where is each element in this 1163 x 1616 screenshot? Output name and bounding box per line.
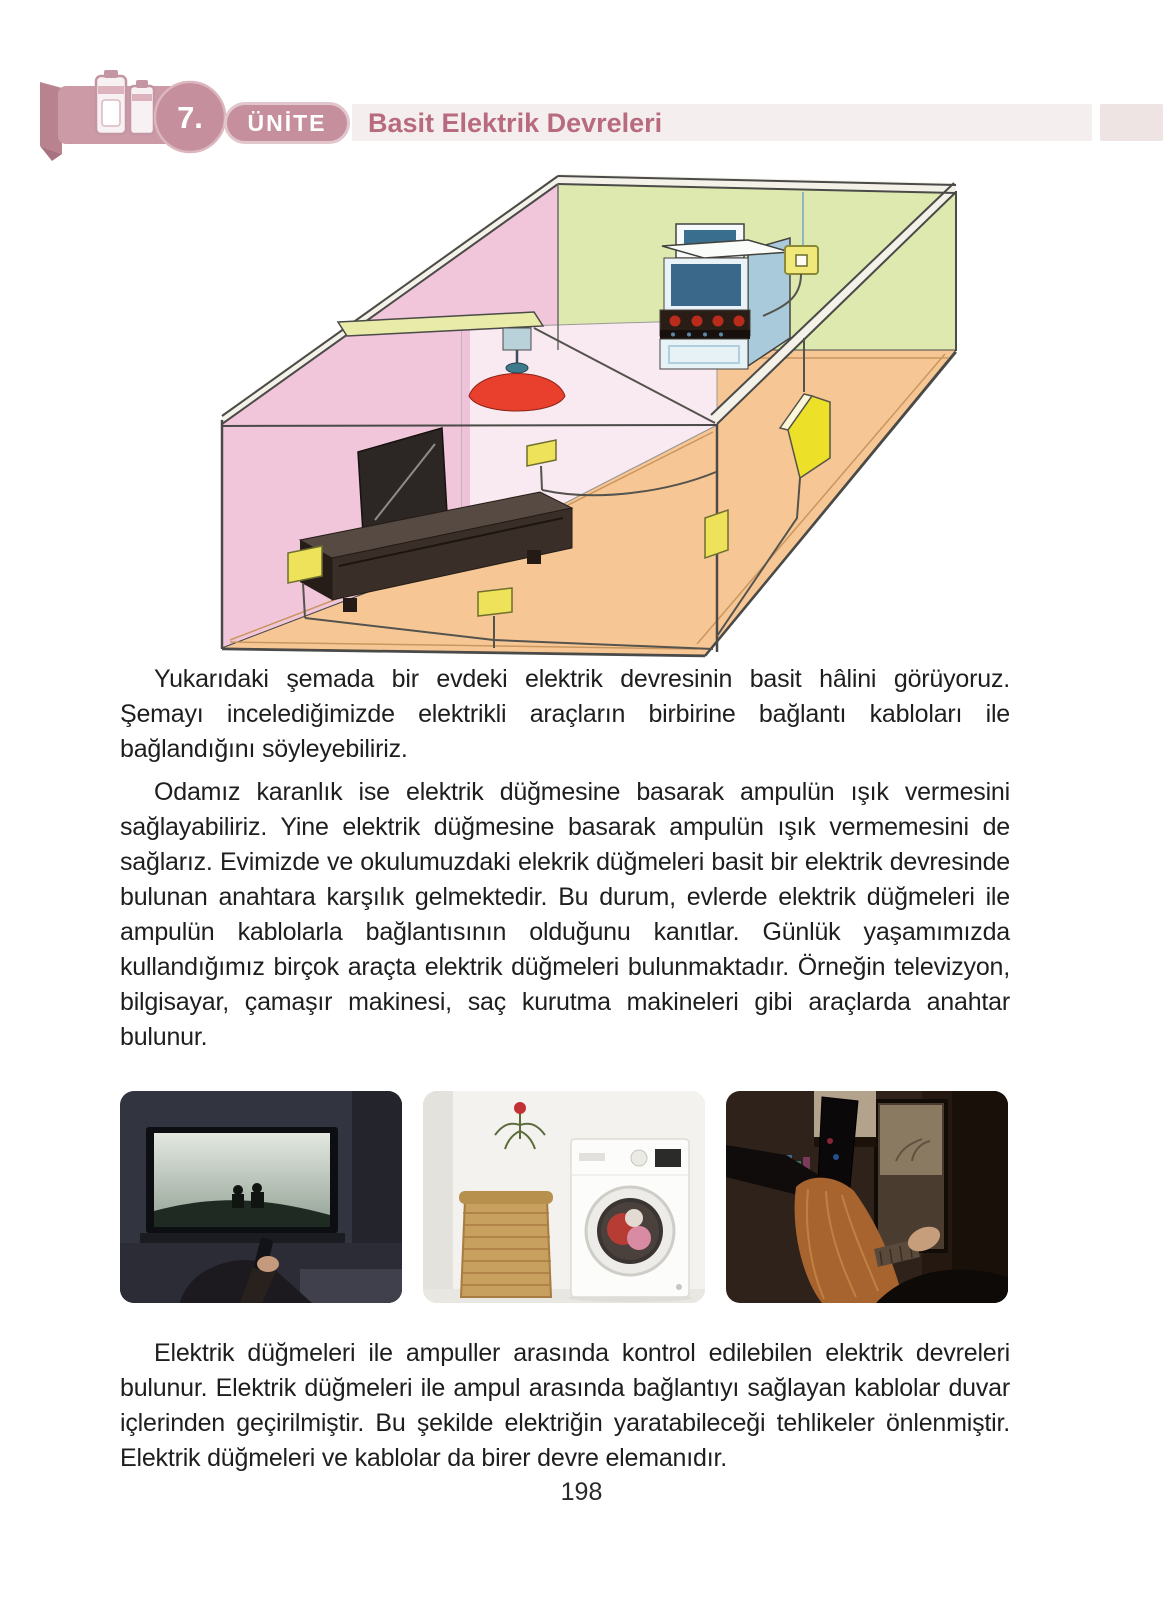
paragraph-3: Elektrik düğmeleri ile ampuller arasında kontrol edilebilen elektrik devreleri bulunur. Elektrik düğmeleri ile ampul arasında bağlantıyı sağlayan kablolar duvar içlerinden geçirilmiştir. Bu şekilde elektriğin yaratabileceği tehlikeler önlenmiştir. Elektrik düğmeleri ve kablolar da birer devre elemanıdır. bbox=[120, 1339, 1010, 1472]
house-circuit-diagram bbox=[197, 162, 967, 662]
unit-label: ÜNİTE bbox=[247, 109, 327, 136]
body-text-column bbox=[120, 662, 1010, 1476]
unit-ribbon-battery-icon bbox=[38, 70, 253, 162]
hair-dryer-photo bbox=[726, 1091, 1008, 1303]
lamp-mount bbox=[503, 328, 531, 350]
page-title: Basit Elektrik Devreleri bbox=[368, 108, 663, 138]
unit-label-badge bbox=[224, 102, 350, 144]
tv-watching-photo bbox=[120, 1091, 402, 1303]
washing-machine-photo bbox=[423, 1091, 705, 1303]
unit-number: 7. bbox=[177, 100, 203, 135]
stove bbox=[660, 224, 790, 369]
paragraph-2: Odamız karanlık ise elektrik düğmesine basarak ampulün ışık vermesini sağlayabiliriz. Yine elektrik düğmesine basarak ampulün ışık vermemesini de sağlarız. Evimizde ve okulumuzdaki elekrik düğmeleri basit bir elektrik devresinde bulunan anahtara karşılık gelmektedir. Bu durum, evlerde elektrik düğmeleri ile ampulün kablolarla bağlantısının olduğunu kanıtlar. Günlük yaşamımızda kullandığımız birçok araçta elektrik düğmeleri bulunmaktadır. Örneğin televizyon, bilgisayar, çamaşır makinesi, saç kurutma makineleri gibi araçlarda anahtar bulunur. bbox=[120, 778, 1010, 1051]
page-number: 198 bbox=[560, 1478, 603, 1506]
corner-switch bbox=[705, 510, 728, 558]
tv-outlet bbox=[288, 546, 322, 583]
photo-row bbox=[120, 1091, 1010, 1303]
paragraph-1: Yukarıdaki şemada bir evdeki elektrik devresinin basit hâlini görüyoruz. Şemayı incelediğimizde elektrikli araçların birbirine bağlantı kabloları ile bağlandığını söyleyebiliriz. bbox=[120, 665, 1010, 763]
floor-switch bbox=[478, 588, 512, 616]
header-bar-right-segment bbox=[1100, 104, 1163, 141]
